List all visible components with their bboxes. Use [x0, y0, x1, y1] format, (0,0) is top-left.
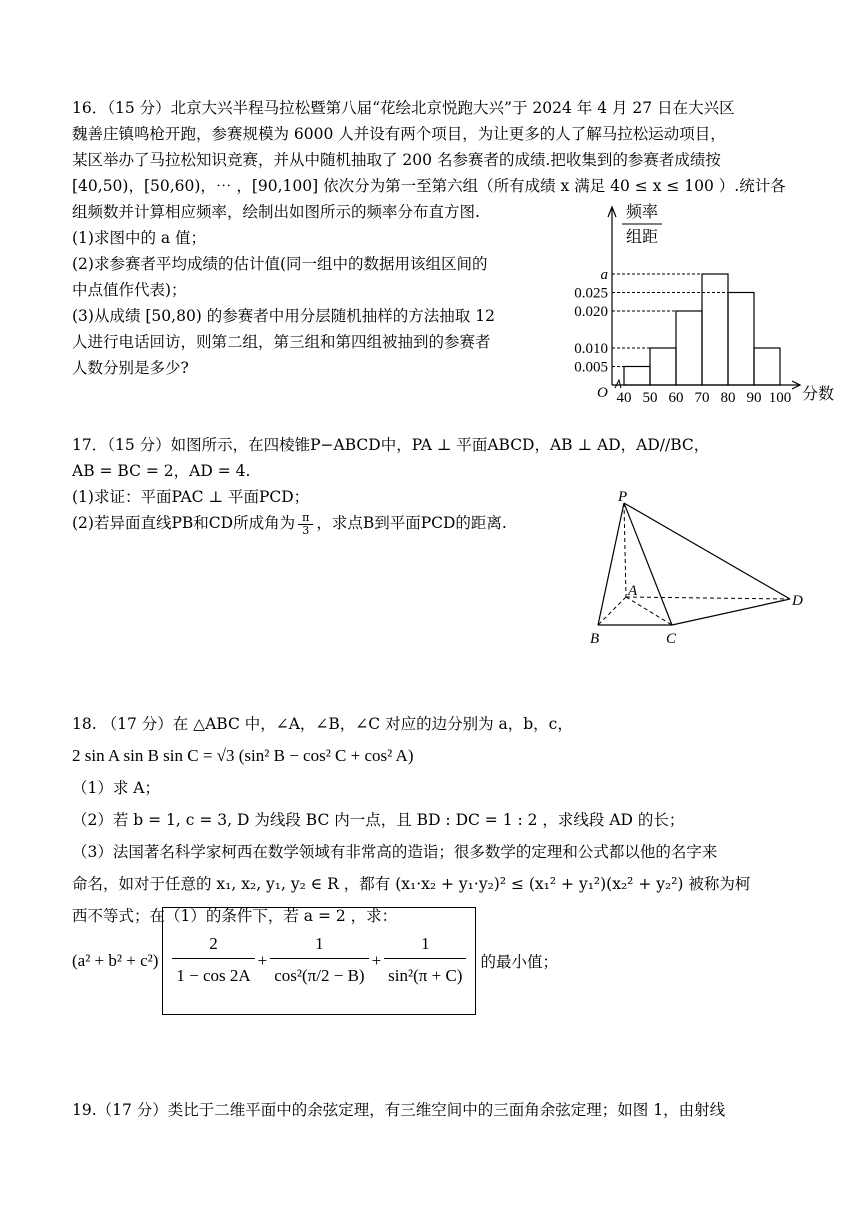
- y-axis-title-bottom: 组距: [625, 227, 659, 246]
- q17-part-2-post: ，求点B到平面PCD的距离.: [316, 514, 507, 532]
- edge-pd: [624, 503, 790, 599]
- edge-pa: [624, 503, 626, 597]
- fraction-2: [270, 930, 368, 993]
- q17-line-2: AB = BC = 2，AD = 4.: [72, 462, 251, 480]
- angle-fraction-num: π: [298, 512, 313, 525]
- fraction-3-den: sin²(π + C): [388, 965, 463, 985]
- bar-5: [728, 293, 754, 386]
- question-19: [72, 1097, 725, 1123]
- angle-fraction-den: 3: [302, 523, 310, 537]
- q18-part-3b: 命名，如对于任意的 x₁, x₂, y₁, y₂ ∈ R ，都有 (x₁·x₂ + y₁·y₂)² ≤ (x₁² + y₁²)(x₂² + y₂²) 被称为柯: [72, 875, 751, 893]
- edge-ac: [626, 597, 672, 625]
- bar-6: [754, 348, 780, 385]
- q17-line-1: 17．（15 分）如图所示，在四棱锥P−ABCD中，PA ⊥ 平面ABCD，AB ⊥ AD，AD//BC，: [72, 436, 710, 454]
- edge-pb: [598, 503, 624, 625]
- y-tick-label-5: 0.005: [574, 359, 608, 376]
- fraction-2-num: 1: [270, 930, 368, 959]
- y-tick-label-1: a: [600, 267, 608, 283]
- bar-1: [624, 367, 650, 386]
- q16-line-3: 某区举办了马拉松知识竞赛，并从中随机抽取了 200 名参赛者的成绩.把收集到的参赛者成绩按: [72, 151, 721, 169]
- x-tick-label-4: 70: [694, 390, 710, 406]
- y-axis-title-top: 频率: [625, 202, 659, 221]
- edge-pc: [624, 503, 672, 625]
- q18-line-1: 18. （17 分）在 △ABC 中，∠A，∠B，∠C 对应的边分别为 a，b，c，: [72, 715, 573, 733]
- bar-3: [676, 311, 702, 385]
- cauchy-expression: [72, 908, 558, 1014]
- x-tick-label-2: 50: [642, 390, 658, 406]
- fraction-1-den: 1 − cos 2A: [176, 965, 251, 985]
- label-b: B: [590, 631, 600, 647]
- q16-line-2: 魏善庄镇鸣枪开跑，参赛规模为 6000 人并设有两个项目，为让更多的人了解马拉松运动项目，: [72, 125, 726, 143]
- q16-line-5: 组频数并计算相应频率，绘制出如图所示的频率分布直方图.: [72, 203, 480, 221]
- label-p: P: [618, 489, 628, 505]
- q16-part-3b: 人进行电话回访，则第二组，第三组和第四组被抽到的参赛者: [72, 333, 491, 351]
- q16-part-1: (1)求图中的 a 值；: [72, 229, 207, 247]
- q16-part-3a: (3)从成绩 [50,80) 的参赛者中用分层随机抽样的方法抽取 12: [72, 307, 495, 325]
- x-tick-label-6: 90: [746, 390, 762, 406]
- x-tick-label-3: 60: [668, 390, 684, 406]
- q17-part-1: (1)求证：平面PAC ⊥ 平面PCD；: [72, 488, 310, 506]
- question-18: [72, 708, 750, 932]
- fraction-1: [172, 930, 254, 993]
- expr-bracket: $\frac{2}{1 - \cos 2A}$ + $\frac{1}{\text{cos²(π/2 − B)}}$ + $\frac{1}{\text{sin²(π + C)}}$: [162, 907, 476, 1015]
- q18-part-2: （2）若 b = 1, c = 3, D 为线段 BC 内一点，且 BD : DC = 1 : 2 ，求线段 AD 的长；: [72, 811, 685, 829]
- label-c: C: [666, 631, 677, 647]
- q16-line-1: 16．（15 分）北京大兴半程马拉松暨第八届“花绘北京悦跑大兴”于 2024 年 4 月 27 日在大兴区: [72, 99, 735, 117]
- expr-suffix: 的最小值；: [480, 953, 558, 971]
- q16-line-4: [40,50)，[50,60)，⋯ ，[90,100] 依次分为第一至第六组（所有成绩 x 满足 40 ≤ x ≤ 100 ）.统计各: [72, 177, 786, 195]
- origin-label: O: [597, 385, 608, 401]
- q18-part-3c: 西不等式；在（1）的条件下，若 a = 2 ，求：: [72, 907, 398, 925]
- expr-prefix: (a² + b² + c²): [72, 951, 159, 970]
- x-tick-label-5: 80: [720, 390, 736, 406]
- angle-fraction: [298, 512, 313, 537]
- y-tick-label-2: 0.025: [574, 285, 608, 302]
- q16-part-2a: (2)求参赛者平均成绩的估计值(同一组中的数据用该组区间的: [72, 255, 488, 273]
- y-tick-label-4: 0.010: [574, 341, 608, 357]
- q18-part-3a: （3）法国著名科学家柯西在数学领域有非常高的造诣；很多数学的定理和公式都以他的名字来: [72, 843, 718, 861]
- q17-part-2-pre: (2)若异面直线PB和CD所成角为: [72, 514, 296, 532]
- q18-equation: 2 sin A sin B sin C = √3 (sin² B − cos² C + cos² A): [72, 746, 414, 765]
- pyramid-figure: [580, 485, 820, 655]
- frequency-histogram: [570, 195, 845, 410]
- edge-cd: [672, 599, 790, 625]
- label-d: D: [792, 593, 803, 609]
- edge-ad: [626, 597, 790, 599]
- q18-part-1: （1）求 A；: [72, 779, 160, 797]
- x-tick-label-7: 100: [768, 390, 792, 406]
- label-a: A: [628, 583, 638, 599]
- fraction-2-den: cos²(π/2 − B): [274, 965, 365, 985]
- fraction-1-num: 2: [172, 930, 254, 959]
- q16-part-3c: 人数分别是多少?: [72, 359, 189, 377]
- q19-line-1: 19.（17 分）类比于二维平面中的余弦定理，有三维空间中的三面角余弦定理；如图 1，由射线: [72, 1101, 726, 1119]
- q16-part-2b: 中点值作代表)；: [72, 281, 187, 299]
- x-tick-label-1: 40: [616, 390, 632, 406]
- fraction-3-num: 1: [384, 930, 466, 959]
- axis-break-mark: [615, 380, 621, 388]
- bar-4: [702, 274, 728, 385]
- y-tick-label-3: 0.020: [574, 304, 608, 320]
- edge-ab: [598, 597, 626, 625]
- fraction-3: [384, 930, 466, 993]
- bar-2: [650, 348, 676, 385]
- x-axis-title: 分数: [802, 384, 835, 403]
